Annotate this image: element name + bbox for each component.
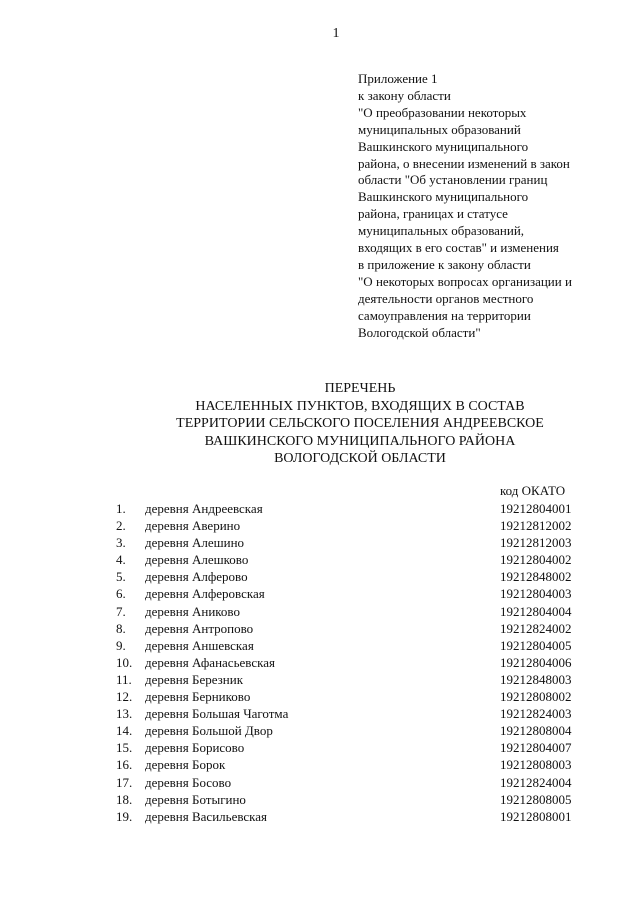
appendix-line: "О некоторых вопросах организации и bbox=[358, 273, 572, 289]
okato-code: 19212824002 bbox=[500, 620, 572, 636]
list-item bbox=[116, 585, 596, 602]
item-number: 7. bbox=[116, 603, 126, 619]
settlement-list bbox=[116, 500, 596, 825]
list-item bbox=[116, 791, 596, 808]
okato-code: 19212848002 bbox=[500, 569, 572, 585]
settlement-name: деревня Большая Чаготма bbox=[145, 706, 289, 722]
appendix-line: Вологодской области" bbox=[358, 324, 481, 340]
okato-code: 19212804002 bbox=[500, 552, 572, 568]
title-line: ВАШКИНСКОГО МУНИЦИПАЛЬНОГО РАЙОНА bbox=[204, 433, 516, 449]
appendix-line: к закону области bbox=[358, 87, 451, 103]
appendix-line: "О преобразовании некоторых bbox=[358, 104, 527, 120]
list-item bbox=[116, 517, 596, 534]
item-number: 9. bbox=[116, 637, 126, 653]
title-line: ВОЛОГОДСКОЙ ОБЛАСТИ bbox=[274, 451, 446, 466]
item-number: 17. bbox=[116, 774, 133, 790]
item-number: 4. bbox=[116, 552, 126, 568]
appendix-line: Приложение 1 bbox=[358, 71, 438, 86]
okato-code: 19212804007 bbox=[500, 740, 572, 756]
item-number: 15. bbox=[116, 740, 133, 756]
settlement-name: деревня Андреевская bbox=[145, 501, 263, 516]
settlement-name: деревня Афанасьевская bbox=[145, 654, 275, 670]
okato-code: 19212812003 bbox=[500, 535, 572, 551]
item-number: 5. bbox=[116, 569, 126, 585]
okato-code: 19212804003 bbox=[500, 586, 572, 602]
item-number: 11. bbox=[116, 671, 132, 687]
settlement-name: деревня Алферовская bbox=[145, 586, 265, 602]
list-item bbox=[116, 688, 596, 705]
appendix-line: муниципальных образований bbox=[358, 121, 521, 137]
appendix-line: района, о внесении изменений в закон bbox=[358, 155, 570, 171]
okato-code: 19212808004 bbox=[500, 723, 572, 739]
item-number: 8. bbox=[116, 620, 126, 636]
settlement-name: деревня Березник bbox=[145, 671, 244, 687]
appendix-line: самоуправления на территории bbox=[358, 307, 531, 323]
appendix-line: деятельности органов местного bbox=[358, 290, 534, 306]
item-number: 13. bbox=[116, 706, 133, 722]
okato-code: 19212808003 bbox=[500, 757, 572, 773]
okato-code: 19212812002 bbox=[500, 518, 572, 534]
settlement-name: деревня Антропово bbox=[145, 620, 254, 636]
okato-code: 19212824003 bbox=[500, 706, 572, 722]
settlement-name: деревня Аниково bbox=[145, 603, 240, 619]
title-line: НАСЕЛЕННЫХ ПУНКТОВ, ВХОДЯЩИХ В СОСТАВ bbox=[195, 398, 525, 414]
item-number: 2. bbox=[116, 518, 126, 534]
okato-code: 19212848003 bbox=[500, 671, 572, 687]
settlement-name: деревня Алешино bbox=[145, 535, 245, 551]
list-item bbox=[116, 774, 596, 791]
item-number: 14. bbox=[116, 723, 133, 739]
list-item bbox=[116, 568, 596, 585]
list-item bbox=[116, 637, 596, 654]
appendix-line: Вашкинского муниципального bbox=[358, 189, 529, 205]
list-item bbox=[116, 654, 596, 671]
appendix-line: входящих в его состав" и изменения bbox=[358, 240, 559, 256]
okato-code: 19212808001 bbox=[500, 808, 572, 824]
okato-column-header: код ОКАТО bbox=[500, 483, 566, 498]
item-number: 10. bbox=[116, 654, 133, 670]
item-number: 6. bbox=[116, 586, 126, 602]
item-number: 19. bbox=[116, 808, 133, 824]
settlement-name: деревня Берниково bbox=[145, 689, 251, 705]
item-number: 3. bbox=[116, 535, 126, 551]
okato-code: 19212824004 bbox=[500, 774, 572, 790]
settlement-name: деревня Борок bbox=[145, 757, 226, 773]
settlement-name: деревня Аверино bbox=[145, 518, 241, 534]
title-heading: ПЕРЕЧЕНЬ bbox=[324, 381, 396, 396]
settlement-name: деревня Босово bbox=[145, 774, 232, 790]
list-item bbox=[116, 705, 596, 722]
item-number: 18. bbox=[116, 791, 133, 807]
okato-code: 19212804006 bbox=[500, 654, 572, 670]
item-number: 16. bbox=[116, 757, 133, 773]
appendix-reference bbox=[358, 71, 620, 342]
appendix-line: муниципальных образований, bbox=[358, 223, 525, 239]
appendix-line: Вашкинского муниципального bbox=[358, 138, 529, 154]
settlement-name: деревня Борисово bbox=[145, 740, 245, 756]
appendix-line: области "Об установлении границ bbox=[358, 172, 548, 188]
document-title bbox=[120, 380, 600, 468]
okato-code: 19212808002 bbox=[500, 689, 572, 705]
settlement-name: деревня Ботыгино bbox=[145, 791, 246, 807]
settlement-name: деревня Васильевская bbox=[145, 808, 268, 824]
list-item bbox=[116, 620, 596, 637]
appendix-line: в приложение к закону области bbox=[358, 256, 531, 272]
title-line: ТЕРРИТОРИИ СЕЛЬСКОГО ПОСЕЛЕНИЯ АНДРЕЕВСКОЕ bbox=[176, 416, 544, 431]
item-number: 12. bbox=[116, 689, 133, 705]
settlement-name: деревня Большой Двор bbox=[145, 723, 273, 739]
list-item bbox=[116, 603, 596, 620]
okato-code: 19212804001 bbox=[500, 501, 572, 516]
list-item bbox=[116, 722, 596, 739]
okato-code: 19212808005 bbox=[500, 791, 572, 807]
list-item bbox=[116, 671, 596, 688]
okato-code: 19212804004 bbox=[500, 603, 572, 619]
list-item bbox=[116, 534, 596, 551]
list-item bbox=[116, 808, 596, 825]
page-number: 1 bbox=[332, 26, 340, 41]
list-item bbox=[116, 500, 596, 517]
settlement-name: деревня Алферово bbox=[145, 569, 248, 585]
settlement-name: деревня Алешково bbox=[145, 552, 249, 568]
okato-code: 19212804005 bbox=[500, 637, 572, 653]
list-item bbox=[116, 756, 596, 773]
appendix-line: района, границах и статусе bbox=[358, 206, 508, 222]
settlement-name: деревня Аншевская bbox=[145, 637, 254, 653]
item-number: 1. bbox=[116, 501, 126, 516]
list-item bbox=[116, 551, 596, 568]
list-item bbox=[116, 739, 596, 756]
